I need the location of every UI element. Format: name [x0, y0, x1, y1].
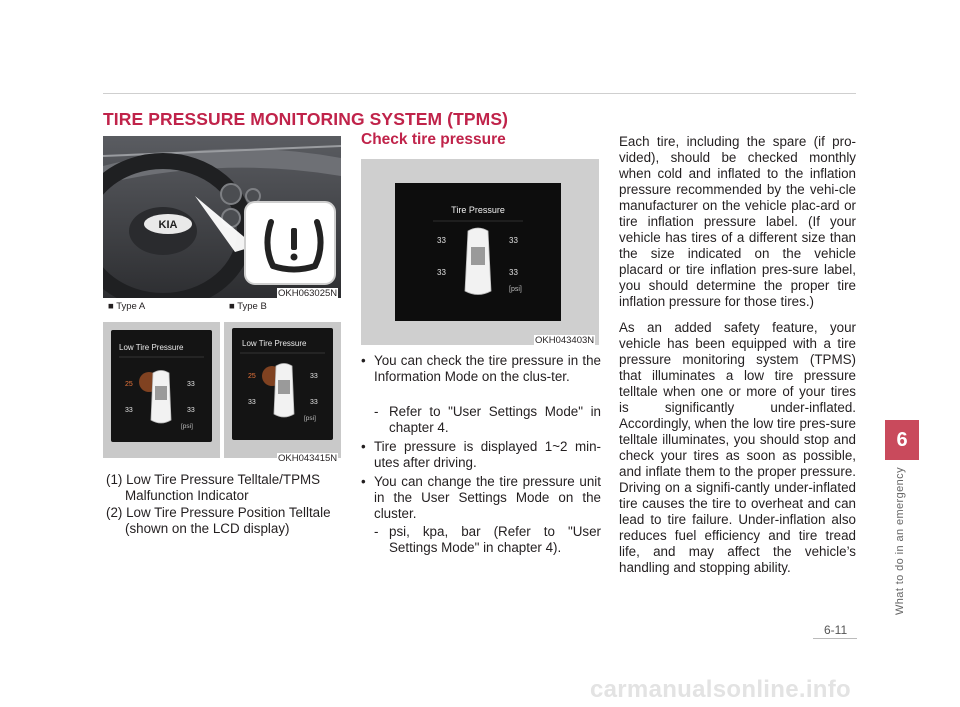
lcd-a-rear-right: 33	[187, 407, 195, 414]
list-item-1	[106, 472, 320, 504]
lcd-type-b-screen	[232, 328, 333, 440]
list-item-1-num: (1)	[106, 472, 123, 487]
list-item-1-line2: Malfunction Indicator	[125, 488, 249, 503]
lcd-type-a-screen	[111, 330, 212, 442]
lcd-b-front-left: 25	[248, 373, 256, 380]
center-dash-1-text: Refer to "User Settings Mode" in chapter 4.	[389, 404, 601, 435]
center-bullet-1: • You can check the tire pressure in the Information Mode on the clus-ter.	[361, 353, 601, 384]
header-rule	[103, 93, 856, 94]
lcd-a-front-right: 33	[187, 381, 195, 388]
tire-pressure-figure	[361, 159, 599, 345]
section-title: TIRE PRESSURE MONITORING SYSTEM (TPMS)	[103, 109, 509, 129]
center-unit: [psi]	[509, 286, 522, 293]
tire-pressure-display	[395, 183, 561, 321]
center-bullet-2: • Tire pressure is displayed 1~2 min-utes after driving.	[361, 439, 601, 470]
center-front-left: 33	[437, 236, 446, 245]
chapter-title: What to do in an emergency	[894, 467, 906, 615]
center-screen-title: Tire Pressure	[451, 205, 505, 215]
low-tire-display-b	[232, 328, 333, 440]
lcd-b-title: Low Tire Pressure	[242, 339, 307, 348]
dashboard-illustration	[103, 136, 341, 298]
center-bullet-1-text: You can check the tire pressure in the Information Mode on the clus-ter.	[374, 353, 601, 384]
lcd-b-unit: [psi]	[304, 415, 316, 422]
lcd-figure-code: OKH043415N	[278, 453, 338, 464]
center-figure-code: OKH043403N	[535, 335, 595, 346]
center-rear-right: 33	[509, 268, 518, 277]
center-bullet-2-text: Tire pressure is displayed 1~2 min-utes after driving.	[374, 439, 601, 470]
check-tire-pressure-heading: Check tire pressure	[361, 131, 506, 148]
center-bullet-3: • You can change the tire pressure unit in the User Settings Mode on the cluster.	[361, 474, 601, 521]
right-paragraph-1: Each tire, including the spare (if pro-vided), should be checked monthly when cold and inflated to the inflation pressure recommended by the vehi-cle manufacturer on the vehicle plac-ard or tire inflation pressure label. (If your vehicle has tires of a different size than the size indicated on the vehicle placard or tire inflation pres-sure label, you should determine the proper tire inflation pressure for those tires.)	[619, 134, 856, 309]
lcd-a-title: Low Tire Pressure	[119, 343, 184, 352]
page-number-rule	[813, 638, 857, 639]
center-rear-left: 33	[437, 268, 446, 277]
page-number: 6-11	[824, 623, 848, 637]
center-bullet-3-text: You can change the tire pressure unit in the User Settings Mode on the cluster.	[374, 474, 601, 521]
list-item-2	[106, 505, 331, 537]
list-item-1-line1: Low Tire Pressure Telltale/TPMS	[126, 472, 321, 487]
list-item-2-line2: (shown on the LCD display)	[125, 521, 290, 536]
tire-pressure-screen	[395, 183, 561, 321]
center-dash-2-text: psi, kpa, bar (Refer to "User Settings Mode" in chapter 4).	[389, 524, 601, 555]
watermark: carmanualsonline.info	[590, 676, 852, 703]
dash-figure-code: OKH063025N	[278, 288, 338, 299]
low-tire-display-a	[111, 330, 212, 442]
center-dash-2: - psi, kpa, bar (Refer to "User Settings Mode" in chapter 4).	[374, 524, 601, 555]
svg-text:KIA: KIA	[158, 219, 178, 231]
chapter-number: 6	[896, 428, 908, 451]
center-dash-1: - Refer to "User Settings Mode" in chapter 4.	[374, 404, 601, 435]
lcd-b-rear-right: 33	[310, 399, 318, 406]
center-front-right: 33	[509, 236, 518, 245]
lcd-type-a-panel	[103, 322, 220, 458]
type-a-label: ■ Type A	[108, 301, 146, 312]
list-item-2-line1: Low Tire Pressure Position Telltale	[126, 505, 331, 520]
list-item-2-num: (2)	[106, 505, 123, 520]
chapter-tab	[885, 420, 919, 460]
lcd-b-front-right: 33	[310, 373, 318, 380]
lcd-a-front-left: 25	[125, 381, 133, 388]
lcd-a-unit: [psi]	[181, 423, 193, 430]
lcd-b-rear-left: 33	[248, 399, 256, 406]
type-b-label: ■ Type B	[229, 301, 267, 312]
lcd-a-rear-left: 33	[125, 407, 133, 414]
right-paragraph-2: As an added safety feature, your vehicle has been equipped with a tire pressure monitoring system (TPMS) that illuminates a low tire pressure telltale when one or more of your tires is significantly under-inflated. Accordingly, when the low tire pres-sure telltale illuminates, you should stop and check your tires as soon as possible, and inflate them to the proper pressure. Driving on a signifi-cantly under-inflated tire causes the tire to overheat and can lead to tire failure. Under-inflation also reduces fuel efficiency and tire tread life, and may affect the vehicle’s handling and stopping ability.	[619, 320, 856, 575]
lcd-type-b-panel	[224, 322, 341, 458]
dashboard-figure	[103, 136, 341, 298]
